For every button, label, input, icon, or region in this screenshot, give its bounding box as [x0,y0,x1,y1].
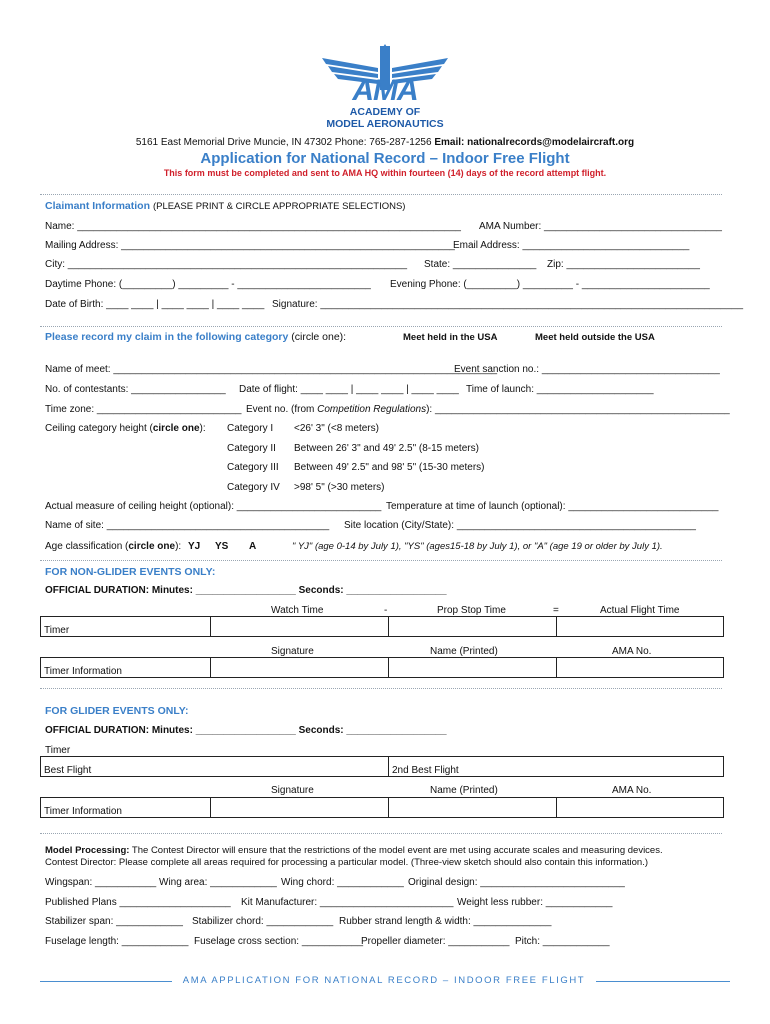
col-name-printed: Name (Printed) [430,646,498,657]
wing-chord-field[interactable]: Wing chord: ____________ [281,877,404,888]
watch-time-cell[interactable] [211,617,389,637]
glider-signature-cell[interactable] [211,798,389,818]
meet-name-field[interactable]: Name of meet: _____________________________________________________________________ [45,364,498,375]
divider [40,560,722,561]
daytime-phone-field[interactable]: Daytime Phone: (_________) _________ - ________________________ [45,279,371,290]
non-glider-timer-info-table [40,657,724,678]
col-actual-flight-time: Actual Flight Time [600,605,680,616]
ceiling-category-2[interactable]: Category II [227,443,276,454]
col-watch-time: Watch Time [271,605,324,616]
divider [40,326,722,327]
second-best-flight-cell[interactable] [389,757,724,777]
footer-line-right [596,981,730,982]
ceiling-range-3: Between 49' 2.5" and 98' 5" (15-30 meters) [294,462,485,473]
date-of-birth-field[interactable]: Date of Birth: ____ ____ | ____ ____ | ____ ____ [45,299,265,310]
option-meet-usa[interactable]: Meet held in the USA [403,332,498,343]
footer-text: AMA APPLICATION FOR NATIONAL RECORD – INDOOR FREE FLIGHT [182,975,586,986]
site-name-field[interactable]: Name of site: ________________________________________ [45,520,330,531]
claimant-heading [45,200,405,212]
weight-less-rubber-field[interactable]: Weight less rubber: ____________ [457,897,613,908]
claimant-heading-note: (PLEASE PRINT & CIRCLE APPROPRIATE SELECTIONS) [152,201,406,212]
glider-timer-label: Timer [45,745,71,756]
table-row [41,658,724,678]
col-equals: = [553,605,559,616]
submission-notice: This form must be completed and sent to AMA HQ within fourteen (14) days of the record attempt flight. [163,168,607,178]
ceiling-category-label [45,423,206,434]
table-row [41,798,724,818]
name-field[interactable]: Name: _____________________________________________________________________ [45,221,461,232]
mailing-address-field[interactable]: Mailing Address: ____________________________________________________________ [45,240,455,251]
age-label-a: Age classification ( [45,541,129,552]
time-zone-field[interactable]: Time zone: __________________________ [45,404,242,415]
ama-number-field[interactable]: AMA Number: ________________________________ [479,221,722,232]
category-heading-text: Please record my claim in the following category [45,331,289,343]
fuselage-length-field[interactable]: Fuselage length: ____________ [45,936,189,947]
temperature-field[interactable]: Temperature at time of launch (optional): ___________________________ [386,501,719,512]
glider-duration-field[interactable]: OFFICIAL DURATION: Minutes: __________________ Seconds: __________________ [45,725,447,736]
best-flight-label: Best Flight [44,765,92,776]
table-row [41,617,724,637]
ceiling-range-4: >98' 5" (>30 meters) [294,482,385,493]
category-heading-note: (circle one): [291,331,347,343]
non-glider-timer-table [40,616,724,637]
age-label-b: circle one [128,541,176,552]
date-of-flight-field[interactable]: Date of flight: ____ ____ | ____ ____ | ____ ____ [239,384,459,395]
age-classification-label [45,541,181,552]
ama-no-cell[interactable] [557,658,724,678]
glider-name-printed-cell[interactable] [389,798,557,818]
event-number-field[interactable] [246,404,730,415]
contestants-field[interactable]: No. of contestants: _________________ [45,384,226,395]
actual-flight-time-cell[interactable] [557,617,724,637]
email-text: Email: nationalrecords@modelaircraft.org [434,137,635,148]
non-glider-heading: FOR NON-GLIDER EVENTS ONLY: [45,566,216,578]
page-title: Application for National Record – Indoor Free Flight [200,150,570,167]
org-name-line1: ACADEMY OF [349,106,421,118]
col-signature: Signature [271,646,314,657]
ceiling-label-c: ): [199,423,206,434]
zip-field[interactable]: Zip: ________________________ [547,259,700,270]
glider-heading: FOR GLIDER EVENTS ONLY: [45,705,189,717]
event-number-prefix: Event no. (from [246,404,318,415]
signature-field[interactable]: Signature: ____________________________________________________________________________ [272,299,744,310]
signature-cell[interactable] [211,658,389,678]
competition-regulations-ref: Competition Regulations [317,404,427,415]
org-name-line2: MODEL AERONAUTICS [326,118,444,130]
age-note: " YJ" (age 0-14 by July 1), "YS" (ages15-18 by July 1), or "A" (age 19 or older by July 1). [292,541,663,552]
glider-timer-info-table [40,797,724,818]
ceiling-range-2: Between 26' 3" and 49' 2.5" (8-15 meters) [294,443,479,454]
timer-label-text: Timer [44,625,70,636]
glider-timer-info-text: Timer Information [44,806,122,817]
stabilizer-span-field[interactable]: Stabilizer span: ____________ [45,916,183,927]
glider-col-signature: Signature [271,785,314,796]
wingspan-field[interactable]: Wingspan: ___________ [45,877,157,888]
contest-director-text: Contest Director: Please complete all areas required for processing a particular model. (Three-view sketch should also contain this information.) [45,857,648,868]
best-flight-cell[interactable] [41,757,389,777]
pitch-field[interactable]: Pitch: ____________ [515,936,610,947]
timer-label [41,617,211,637]
site-location-field[interactable]: Site location (City/State): ___________________________________________ [344,520,696,531]
glider-timer-info-label [41,798,211,818]
address-text: 5161 East Memorial Drive Muncie, IN 47302 Phone: 765-287-1256 [135,137,432,148]
age-option-yj[interactable]: YJ [188,541,201,552]
evening-phone-field[interactable]: Evening Phone: (_________) _________ - _______________________ [390,279,710,290]
time-of-launch-field[interactable]: Time of launch: _____________________ [466,384,654,395]
model-processing-text [45,845,663,856]
name-printed-cell[interactable] [389,658,557,678]
state-field[interactable]: State: _______________ [424,259,537,270]
col-minus: - [384,605,388,616]
ceiling-measure-field[interactable]: Actual measure of ceiling height (optional): __________________________ [45,501,382,512]
propeller-diameter-field[interactable]: Propeller diameter: ___________ [361,936,510,947]
ceiling-category-4[interactable]: Category IV [227,482,280,493]
city-field[interactable]: City: _____________________________________________________________ [45,259,408,270]
wing-area-field[interactable]: Wing area: ____________ [159,877,277,888]
prop-stop-time-cell[interactable] [389,617,557,637]
divider [40,194,722,195]
age-option-a[interactable]: A [249,541,257,552]
claimant-heading-text: Claimant Information [45,200,151,212]
divider [40,688,722,689]
footer-line-left [40,981,172,982]
event-sanction-field[interactable]: Event sanction no.: ________________________________ [454,364,720,375]
ama-logo [318,44,452,130]
age-option-ys[interactable]: YS [215,541,229,552]
timer-info-label [41,658,211,678]
stabilizer-chord-field[interactable]: Stabilizer chord: ____________ [192,916,334,927]
kit-manufacturer-field[interactable]: Kit Manufacturer: ________________________ [241,897,454,908]
timer-info-label-text: Timer Information [44,666,122,677]
divider [40,833,722,834]
option-meet-outside-usa[interactable]: Meet held outside the USA [535,332,655,343]
glider-col-name-printed: Name (Printed) [430,785,498,796]
rubber-strand-field[interactable]: Rubber strand length & width: ______________ [339,916,552,927]
glider-col-ama-no: AMA No. [612,785,652,796]
table-row [41,757,724,777]
model-processing-label: Model Processing: [45,845,130,856]
ceiling-category-1[interactable]: Category I [227,423,274,434]
col-ama-no: AMA No. [612,646,652,657]
address-line [0,137,770,148]
col-prop-stop-time: Prop Stop Time [437,605,506,616]
ama-logo-text: AMA [352,74,418,107]
ceiling-range-1: <26' 3" (<8 meters) [294,423,379,434]
ceiling-label-b: circle one [152,423,200,434]
second-best-flight-label: 2nd Best Flight [392,765,459,776]
email-address-field[interactable]: Email Address: ______________________________ [453,240,690,251]
model-processing-text1: The Contest Director will ensure that the restrictions of the model event are met using accurate scales and measuring devices. [129,845,663,856]
original-design-field[interactable]: Original design: __________________________ [408,877,625,888]
glider-ama-no-cell[interactable] [557,798,724,818]
published-plans-field[interactable]: Published Plans ____________________ [45,897,231,908]
age-label-c: ): [175,541,182,552]
non-glider-duration-field[interactable]: OFFICIAL DURATION: Minutes: __________________ Seconds: __________________ [45,585,447,596]
event-number-suffix: ): _____________________________________________________ [426,404,730,415]
fuselage-cross-section-field[interactable]: Fuselage cross section: ___________ [194,936,364,947]
ceiling-category-3[interactable]: Category III [227,462,279,473]
glider-flight-table [40,756,724,777]
category-heading [45,331,346,343]
ceiling-label-a: Ceiling category height ( [45,423,153,434]
